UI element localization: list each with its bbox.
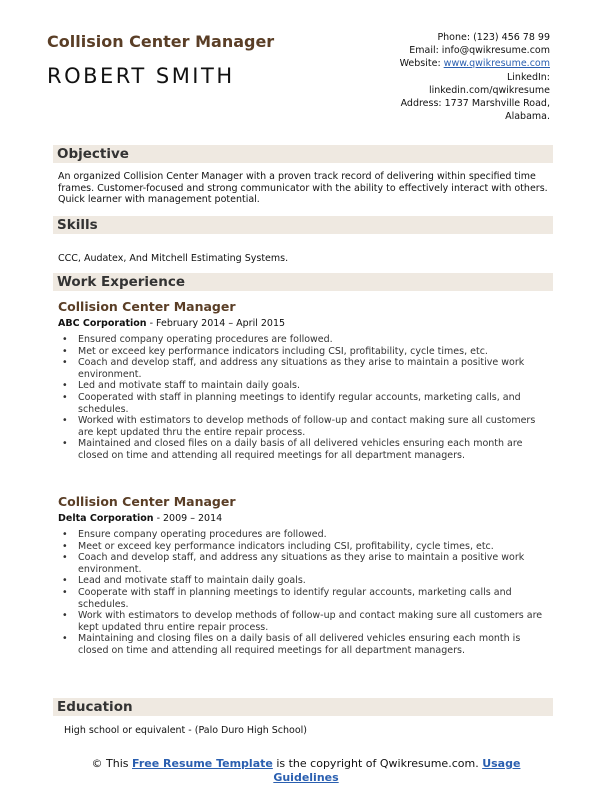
section-objective-title: Objective [57, 146, 129, 162]
list-item: • Maintained and closed files on a daily basis of all delivered vehicles ensuring each month are closed on time and attending all required meetings for all department managers. [58, 438, 550, 461]
list-item: • Led and motivate staff to maintain daily goals. [58, 380, 550, 392]
section-work-title: Work Experience [57, 274, 185, 290]
job-1-dates: - February 2014 – April 2015 [146, 318, 286, 329]
job-2-duties [58, 529, 550, 657]
list-item: • Coach and develop staff, and address any situations as they arise to maintain a positive work environment. [58, 357, 550, 380]
job-2-dates: - 2009 – 2014 [153, 513, 223, 524]
footer-middle: is the copyright of Qwikresume.com. [272, 757, 483, 770]
list-item: • Work with estimators to develop methods of follow-up and contact making sure all customers are kept updated thru entire repair process. [58, 610, 550, 633]
list-item: • Lead and motivate staff to maintain daily goals. [58, 575, 550, 587]
footer-prefix: © This [91, 757, 133, 770]
list-item: • Maintaining and closing files on a daily basis of all delivered vehicles ensuring each month is closed on time and attending all required meetings for all department managers. [58, 633, 550, 656]
list-item: • Met or exceed key performance indicators including CSI, profitability, cycle times, etc. [58, 346, 550, 358]
footer-line-1 [0, 757, 612, 771]
objective-text: An organized Collision Center Manager with a proven track record of delivering within specified time frames. Customer-focused and strong communicator with the ability to effectively interact with others. Quick learner with management potential. [58, 171, 548, 206]
job-2-title: Collision Center Manager [58, 494, 236, 509]
contact-address-line1: Address: 1737 Marshville Road, [400, 98, 550, 110]
copyright-footer [0, 757, 612, 784]
header-job-title: Collision Center Manager [47, 32, 275, 51]
usage-guidelines-link-part2[interactable]: Guidelines [273, 770, 339, 784]
job-1-duties [58, 334, 550, 462]
skills-text: CCC, Audatex, And Mitchell Estimating Systems. [58, 253, 289, 264]
candidate-name: ROBERT SMITH [47, 64, 235, 88]
contact-block [300, 31, 550, 123]
section-education-header [53, 698, 553, 716]
contact-linkedin-label: LinkedIn: [506, 71, 550, 83]
free-resume-template-link[interactable]: Free Resume Template [132, 757, 273, 770]
contact-address-line2: Alabama. [505, 111, 550, 123]
job-2-company-line [58, 513, 222, 524]
section-education-title: Education [57, 699, 133, 715]
section-skills-title: Skills [57, 217, 98, 233]
job-1-company-line [58, 318, 285, 329]
education-text: High school or equivalent - (Palo Duro High School) [64, 725, 308, 736]
list-item: • Ensured company operating procedures are followed. [58, 334, 550, 346]
section-objective-header [53, 145, 553, 163]
list-item: • Ensure company operating procedures are followed. [58, 529, 550, 541]
job-2-company: Delta Corporation [58, 513, 154, 524]
usage-guidelines-link-part1[interactable]: Usage [482, 757, 521, 770]
website-label: Website: [399, 58, 444, 70]
section-skills-header [53, 216, 553, 234]
job-1-company: ABC Corporation [58, 318, 147, 329]
contact-linkedin-value: linkedin.com/qwikresume [428, 84, 550, 96]
list-item: • Worked with estimators to develop methods of follow-up and contact making sure all customers are kept updated thru the entire repair process. [58, 415, 550, 438]
contact-email: Email: info@qwikresume.com [409, 45, 550, 57]
list-item: • Meet or exceed key performance indicators including CSI, profitability, cycle times, etc. [58, 541, 550, 553]
footer-line-2 [0, 771, 612, 785]
section-work-header [53, 273, 553, 291]
list-item: • Cooperate with staff in planning meetings to identify regular accounts, marketing calls and schedules. [58, 587, 550, 610]
contact-phone: Phone: (123) 456 78 99 [437, 32, 550, 43]
website-link[interactable]: www.qwikresume.com [443, 58, 550, 70]
job-1-title: Collision Center Manager [58, 299, 236, 314]
list-item: • Cooperated with staff in planning meetings to identify regular accounts, marketing calls, and schedules. [58, 392, 550, 415]
contact-website [300, 57, 550, 70]
list-item: • Coach and develop staff, and address any situations as they arise to maintain a positive work environment. [58, 552, 550, 575]
